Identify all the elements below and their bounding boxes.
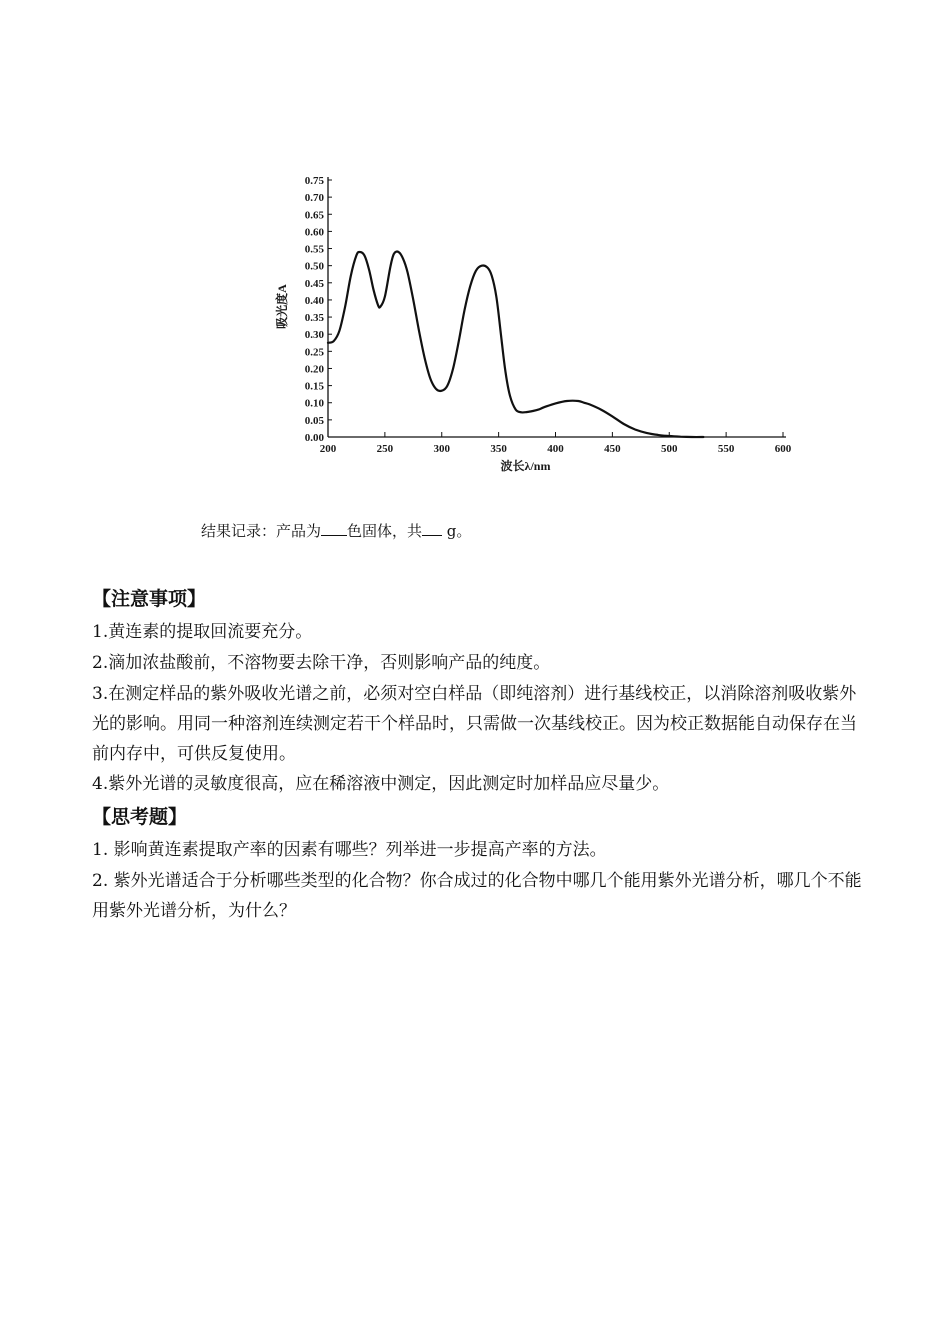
y-tick-label: 0.20 <box>304 363 324 376</box>
note-item: 1.黄连素的提取回流要充分。 <box>92 622 313 642</box>
y-tick-label: 0.50 <box>304 260 324 273</box>
y-tick-label: 0.00 <box>304 432 324 444</box>
note-item: 3.在测定样品的紫外吸收光谱之前，必须对空白样品（即纯溶剂）进行基线校正，以消除溶剂吸收紫外光的影响。用同一种溶剂连续测定若干个样品时，只需做一次基线校正。因为校正数据能自动保存在当前内存中，可供反复使用。 <box>92 684 857 764</box>
note-item: 2.滴加浓盐酸前，不溶物要去除干净，否则影响产品的纯度。 <box>92 653 551 673</box>
x-tick-label: 300 <box>433 443 450 455</box>
y-tick-label: 0.55 <box>304 243 324 256</box>
notes-heading: 【注意事项】 <box>92 588 207 610</box>
y-tick-label: 0.70 <box>304 192 324 205</box>
result-suffix: g。 <box>442 522 472 540</box>
x-tick-label: 600 <box>774 443 792 455</box>
chart-svg <box>270 160 810 490</box>
x-tick-label: 450 <box>604 443 621 455</box>
x-tick-label: 500 <box>661 443 678 455</box>
note-item: 4.紫外光谱的灵敏度很高，应在稀溶液中测定，因此测定时加样品应尽量少。 <box>92 774 670 794</box>
series-line <box>328 252 703 438</box>
y-tick-label: 0.10 <box>304 397 324 410</box>
y-tick-label: 0.40 <box>304 294 324 307</box>
y-tick-label: 0.45 <box>304 277 324 290</box>
result-prefix: 结果记录：产品为 <box>201 522 322 540</box>
question-item: 1. 影响黄连素提取产率的因素有哪些？列举进一步提高产率的方法。 <box>92 840 607 860</box>
y-tick-label: 0.65 <box>304 209 324 222</box>
color-blank <box>321 521 347 536</box>
uv-spectrum-chart <box>270 160 810 490</box>
result-middle: 色固体，共 <box>347 522 423 540</box>
questions-heading: 【思考题】 <box>92 806 188 828</box>
y-tick-label: 0.35 <box>304 312 324 325</box>
y-axis-label: 吸光度A <box>275 284 289 329</box>
y-tick-label: 0.75 <box>304 175 324 187</box>
x-tick-label: 350 <box>490 443 507 455</box>
y-tick-label: 0.05 <box>304 414 324 427</box>
x-axis-label: 波长λ/nm <box>500 459 551 473</box>
x-tick-label: 550 <box>717 443 735 455</box>
y-tick-label: 0.60 <box>304 226 324 239</box>
mass-blank <box>422 521 442 536</box>
question-item: 2. 紫外光谱适合于分析哪些类型的化合物？你合成过的化合物中哪几个能用紫外光谱分析，哪几个不能用紫外光谱分析，为什么？ <box>92 871 862 921</box>
x-tick-label: 250 <box>376 443 394 455</box>
x-axis-ticks <box>320 432 792 455</box>
x-tick-label: 200 <box>319 443 337 455</box>
y-tick-label: 0.30 <box>304 329 324 342</box>
result-record <box>201 520 471 542</box>
x-tick-label: 400 <box>547 443 564 455</box>
y-tick-label: 0.15 <box>304 380 324 393</box>
y-tick-label: 0.25 <box>304 346 324 359</box>
